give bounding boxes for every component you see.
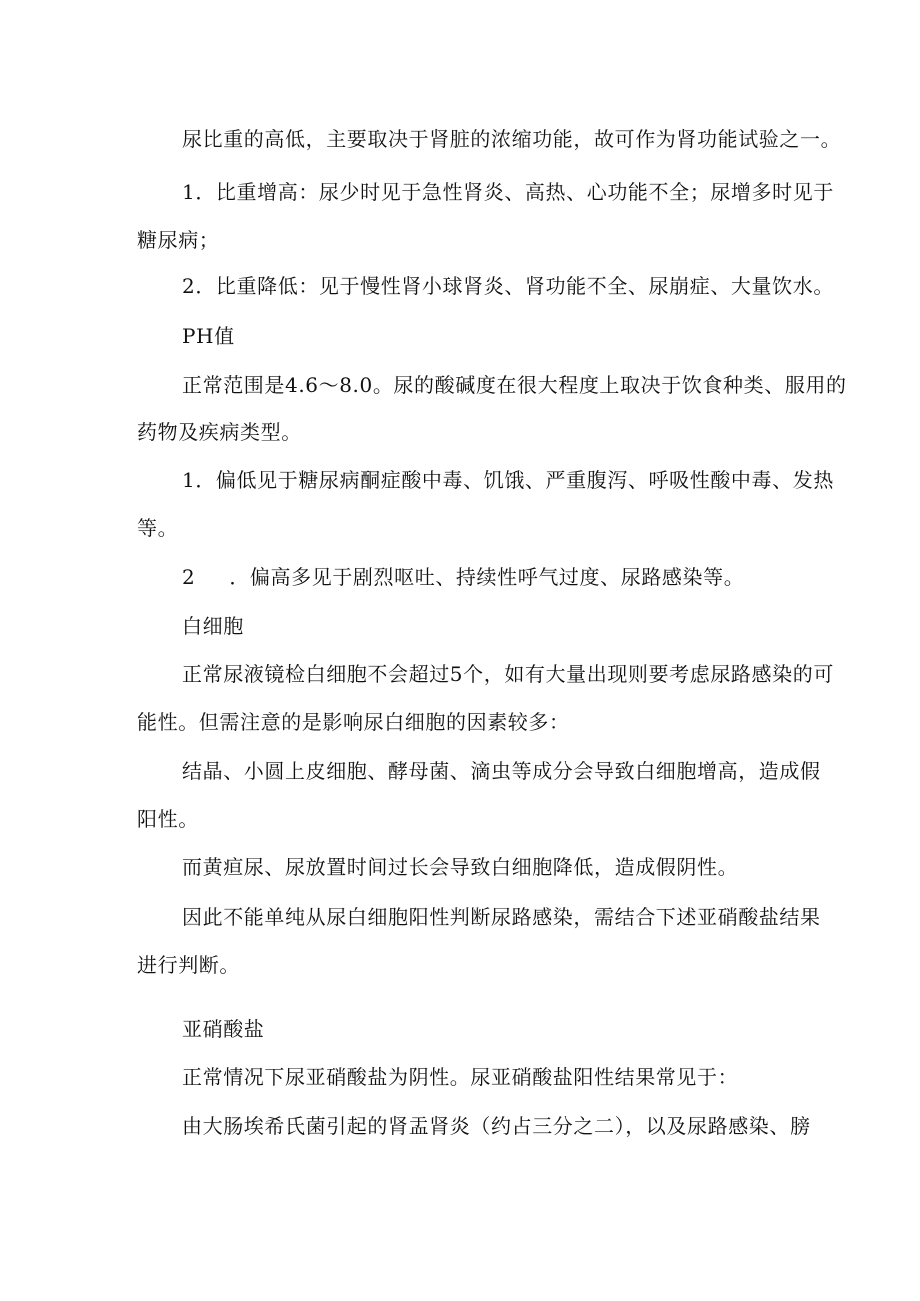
paragraph-white-cells-conclusion: 因此不能单纯从尿白细胞阳性判断尿路感染，需结合下述亚硝酸盐结果	[182, 905, 821, 929]
paragraph-nitrite-causes: 由大肠埃希氏菌引起的肾盂肾炎（约占三分之二），以及尿路感染、膀	[182, 1114, 811, 1138]
section-heading-white-cells: 白细胞	[182, 614, 244, 638]
paragraph-ph-low-cont: 等。	[137, 516, 179, 540]
paragraph-ph-range: 正常范围是4.6～8.0。尿的酸碱度在很大程度上取决于饮食种类、服用的	[182, 373, 847, 397]
paragraph-specific-gravity-high: 1．比重增高：尿少时见于急性肾炎、高热、心功能不全；尿增多时见于	[182, 180, 834, 204]
paragraph-ph-high	[182, 563, 744, 591]
paragraph-specific-gravity-intro: 尿比重的高低，主要取决于肾脏的浓缩功能，故可作为肾功能试验之一。	[182, 127, 842, 151]
paragraph-nitrite-normal: 正常情况下尿亚硝酸盐为阴性。尿亚硝酸盐阳性结果常见于：	[182, 1065, 739, 1089]
section-heading-ph: PH值	[182, 324, 235, 348]
paragraph-specific-gravity-high-cont: 糖尿病；	[137, 228, 220, 252]
paragraph-white-cells-false-positive-cont: 阳性。	[137, 807, 199, 831]
paragraph-specific-gravity-low: 2．比重降低：见于慢性肾小球肾炎、肾功能不全、尿崩症、大量饮水。	[182, 274, 834, 298]
paragraph-white-cells-normal: 正常尿液镜检白细胞不会超过5个，如有大量出现则要考虑尿路感染的可	[182, 662, 834, 686]
paragraph-ph-high-text: ．偏高多见于剧烈呕吐、持续性呼气过度、尿路感染等。	[229, 565, 745, 589]
paragraph-ph-low: 1．偏低见于糖尿病酮症酸中毒、饥饿、严重腹泻、呼吸性酸中毒、发热	[182, 468, 834, 492]
paragraph-white-cells-normal-cont: 能性。但需注意的是影响尿白细胞的因素较多：	[137, 710, 570, 734]
paragraph-ph-range-cont: 药物及疾病类型。	[137, 420, 302, 444]
list-number: 2	[182, 565, 196, 589]
paragraph-white-cells-conclusion-cont: 进行判断。	[137, 953, 240, 977]
paragraph-white-cells-false-negative: 而黄疸尿、尿放置时间过长会导致白细胞降低，造成假阴性。	[182, 855, 739, 879]
section-heading-nitrite: 亚硝酸盐	[182, 1017, 265, 1041]
paragraph-white-cells-false-positive: 结晶、小圆上皮细胞、酵母菌、滴虫等成分会导致白细胞增高，造成假	[182, 759, 821, 783]
